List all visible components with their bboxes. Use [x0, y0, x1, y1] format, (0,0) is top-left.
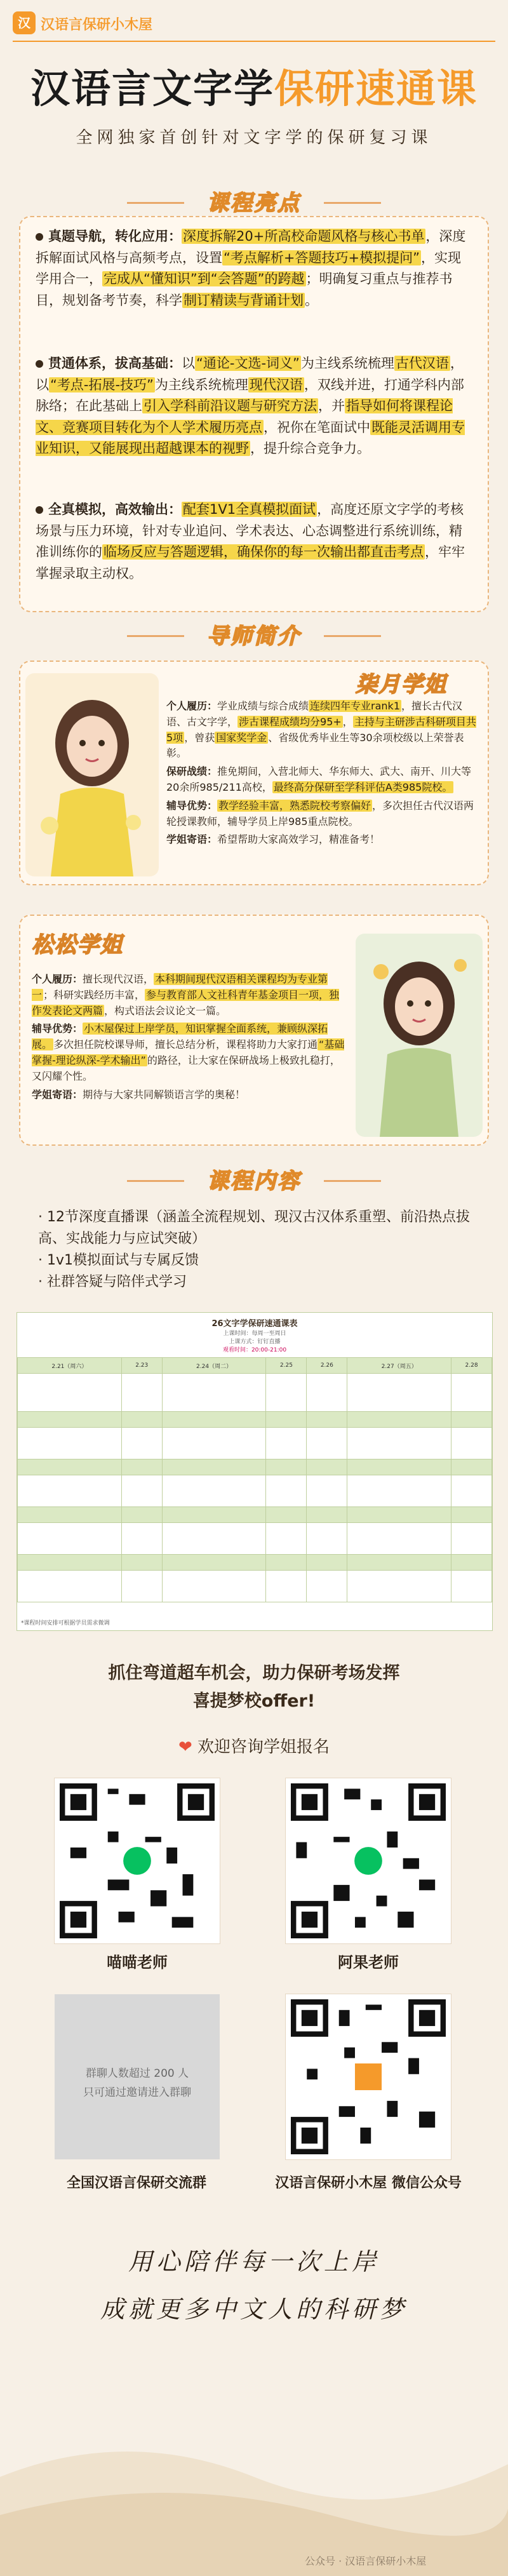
- date-cell: 2.23: [121, 1358, 162, 1374]
- highlight-item-3: 全真模拟，高效输出：配套1V1全真模拟面试，高度还原文字学的考核场景与压力环境，针对专业追问、学术表达、心态调整进行系统训练，精准训练你的临场反应与答题逻辑，确保你的每一次输出都直击考点，牢牢掌握录取主动权。: [36, 502, 465, 581]
- cta-line-2: 喜提梦校offer!: [192, 1691, 316, 1711]
- footer-watermark: 公众号 · 汉语言保研小木屋: [305, 2555, 427, 2567]
- qr-code-2[interactable]: [286, 1778, 451, 1943]
- schedule-sub1: 上课时间：每周一至周日: [223, 1331, 286, 1337]
- schedule-footnote: *课程时间安排可根据学员需求微调: [21, 1620, 110, 1627]
- schedule-table: [17, 1312, 493, 1631]
- qr-code-official-account[interactable]: [286, 1994, 451, 2159]
- bullet-icon: [36, 233, 43, 241]
- qr-label-1: 喵喵老师: [107, 1954, 168, 1971]
- cta-line-1: 抓住弯道超车机会，助力保研考场发挥: [108, 1663, 400, 1683]
- tutor-1-portrait: [25, 673, 159, 876]
- highlight-item-2: 贯通体系，拔高基础：以“通论-文选-词义”为主线系统梳理古代汉语，以“考点-拓展-技巧”为主线系统梳理现代汉语，双线并进，打通学科内部脉络；在此基础上引入学科前沿议题与研究方法，并指导如何将课程论文、竞赛项目转化为个人学术履历亮点，祝你在笔面试中既能灵活调用专业知识，又能展现出超越课本的视野，提升综合竞争力。: [36, 356, 465, 457]
- section-title-tutors: 导师简介: [207, 624, 301, 649]
- header-divider: [13, 41, 495, 42]
- consult-line: ❤ 欢迎咨询学姐报名: [178, 1738, 330, 1757]
- tutor-1-name: 柒月学姐: [356, 672, 447, 697]
- divider: [324, 1180, 381, 1182]
- section-title-content: 课程内容: [207, 1169, 301, 1194]
- content-item-1: · 12节深度直播课（涵盖全流程规划、现汉古汉体系重塑、前沿热点拔高、实战能力与应试突破）: [38, 1209, 470, 1247]
- date-cell: 2.21（周六）: [18, 1358, 122, 1374]
- hero-title: [0, 57, 508, 114]
- group-qr-placeholder: [55, 1994, 220, 2159]
- date-cell: 2.24（周二）: [162, 1358, 266, 1374]
- footer-slogan-2: 成就更多中文人的科研梦: [100, 2295, 408, 2323]
- schedule-sub3: 观看时间：20:00-21:00: [222, 1347, 287, 1353]
- group-note-1: 群聊人数超过 200 人: [85, 2067, 189, 2080]
- content-list: [38, 1207, 470, 1293]
- bullet-icon: [36, 506, 43, 514]
- heart-icon: ❤: [178, 1738, 192, 1757]
- bullet-icon: [36, 360, 43, 368]
- date-cell: 2.25: [266, 1358, 307, 1374]
- divider: [324, 202, 381, 204]
- content-item-2: · 1v1模拟面试与专属反馈: [38, 1252, 199, 1269]
- tutor-1-bio: 个人履历：学业成绩与综合成绩 连续四年专业rank1 ，擅长古代汉语、古文字学， 涉古课程成绩均分95+ ， 主持与主研涉古科研项目共5项 ，曾获 国家奖学金 、省级优秀毕业生等30余项校级以上荣誉表彰。 保研战绩：推免期间，入营北师大、华东师大、武大、南开、川大等20余所985/211高校， 最终高分保研至学科评估A类985院校。 辅导优势： 教学经验丰富，熟悉院校考察偏好 ，多次担任古代汉语两轮授课教师，辅导学员上岸985重点院校。 学姐寄语：希望帮助大家高效学习，精准备考！: [166, 700, 476, 846]
- schedule-sub2: 上课方式：钉钉直播: [229, 1339, 281, 1345]
- schedule-grid: [17, 1357, 492, 1602]
- qr-label-4: 汉语言保研小木屋 微信公众号: [275, 2175, 462, 2191]
- brand-name: 汉语言保研小木屋: [41, 17, 153, 33]
- hero-subtitle: 全网独家首创针对文字学的保研复习课: [76, 128, 432, 147]
- section-title-highlights: 课程亮点: [207, 191, 301, 216]
- qr-code-1[interactable]: [55, 1778, 220, 1943]
- brand-logo: 汉: [13, 11, 36, 34]
- hero-title-black: 汉语言文字学: [30, 65, 274, 112]
- tutor-2-portrait: [356, 934, 483, 1137]
- divider: [324, 635, 381, 637]
- footer-leaf-decoration: [0, 2350, 508, 2576]
- top-bar: [0, 0, 508, 44]
- content-item-3: · 社群答疑与陪伴式学习: [38, 1274, 187, 1291]
- date-cell: 2.26: [307, 1358, 347, 1374]
- date-cell: 2.27（周五）: [347, 1358, 451, 1374]
- hero-title-orange: 保研速通课: [274, 65, 478, 112]
- footer-slogan-1: 用心陪伴每一次上岸: [128, 2248, 380, 2276]
- tutor-2-bio: 个人履历：擅长现代汉语， 本科期间现代汉语相关课程均为专业第一 ；科研实践经历丰富， 参与教育部人文社科青年基金项目一项，独作发表论文两篇 ，构式语法会议论文一篇。 辅导优势： 小木屋保过上岸学员，知识掌握全面系统，兼顾纵深拓展。 多次担任院校课导师，擅长总结分析，课程将助力大家打通 “基础掌握-理论纵深-学术输出” 的路径，让大家在保研战场上极致扎稳打，又闪耀个性。 学姐寄语：期待与大家共同解锁语言学的奥秘！: [32, 973, 345, 1101]
- schedule-title: 26文字学保研速通课表: [211, 1319, 298, 1329]
- qr-label-3: 全国汉语言保研交流群: [66, 2175, 206, 2191]
- tutor-2-name: 松松学姐: [32, 932, 123, 958]
- highlight-item-1: 真题导航，转化应用：深度拆解20+所高校命题风格与核心书单，深度拆解面试风格与高频考点，设置“考点解析+答题技巧+模拟提问”，实现学用合一，完成从“懂知识”到“会答题”的跨越；明确复习重点与推荐书目，规划备考节奏，科学制订精读与背诵计划。: [36, 229, 466, 308]
- group-note-2: 只可通过邀请进入群聊: [83, 2086, 191, 2099]
- qr-label-2: 阿果老师: [338, 1954, 399, 1971]
- date-cell: 2.28: [451, 1358, 492, 1374]
